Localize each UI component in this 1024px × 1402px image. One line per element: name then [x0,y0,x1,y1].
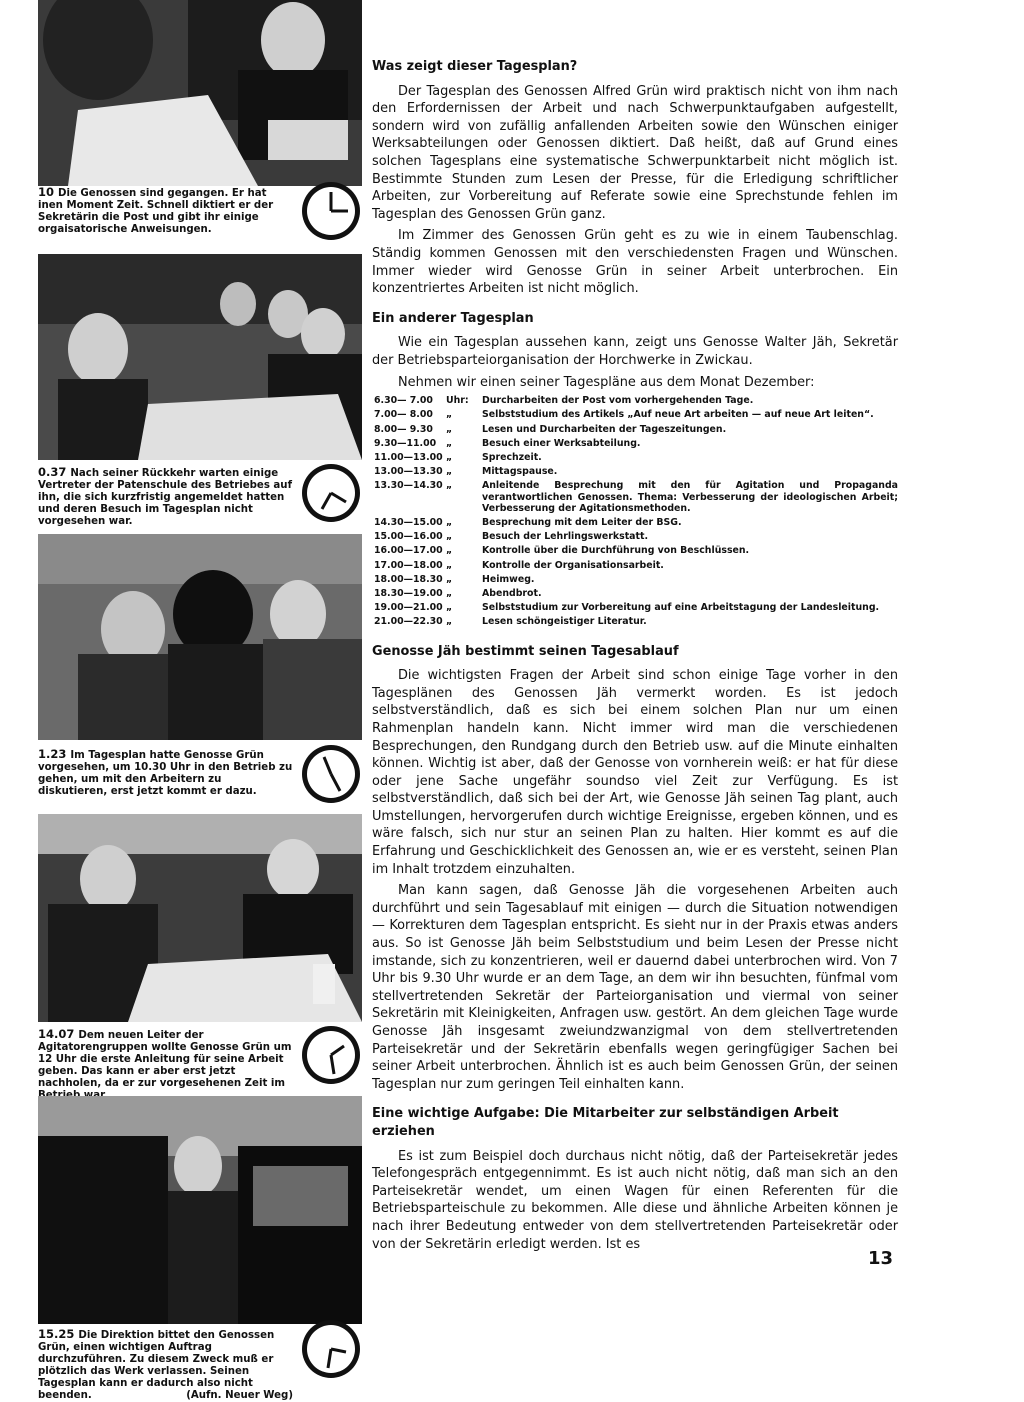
schedule-row [372,560,898,574]
schedule-unit: „ [446,480,453,492]
article-body [372,58,898,1265]
schedule-time: 14.30—15.00 [374,516,443,528]
section-jaeh-tagesablauf [372,643,898,1094]
paragraph: Es ist zum Beispiel doch durchaus nicht nötig, daß der Parteisekretär jedes Telefongespräch entgegennimmt. Es ist auch nicht nötig, daß man sich an den Parteisekretär wendet, um einen Wagen für einen Referenten für die Betriebsparteischule zu bekommen. Alle diese und ähnliche Arbeiten können je nach ihrer Bedeutung entweder von dem stellvertretenden Parteisekretär oder von der Sekretärin erledigt werden. Ist es [372,1148,898,1252]
schedule-unit: „ [446,423,453,435]
section-anderer-tagesplan [372,310,898,631]
schedule-unit: „ [446,602,453,614]
schedule-activity: Lesen schöngeistiger Literatur. [482,616,647,628]
schedule-activity: Besprechung mit dem Leiter der BSG. [482,516,682,528]
schedule-activity: Lesen und Durcharbeiten der Tageszeitungen. [482,423,727,435]
schedule-row [372,409,898,423]
section-heading: Ein anderer Tagesplan [372,310,534,326]
schedule-activity: Anleitende Besprechung mit den für Agitation und Propaganda verantwortlichen Genossen. Thema: Verbesserung der ideologischen Arbeit; Verbesserung der Agitationsmethoden. [482,480,898,514]
caption-2 [38,466,293,528]
paragraph: Im Zimmer des Genossen Grün geht es zu wie in einem Taubenschlag. Ständig kommen Genossen mit den verschiedensten Fragen und Wünschen. Immer wieder wird Genosse Grün in seiner Arbeit unterbrochen. Ein konzentriertes Arbeiten ist nicht möglich. [372,228,898,297]
schedule-unit: „ [446,451,453,463]
schedule-time: 13.30—14.30 [374,480,443,492]
clock-icon [300,1024,362,1086]
paragraph: Wie ein Tagesplan aussehen kann, zeigt uns Genosse Walter Jäh, Sekretär der Betriebsparteiorganisation der Horchwerke in Zwickau. [372,335,898,368]
schedule-time: 19.00—21.00 [374,602,443,614]
schedule-activity: Abendbrot. [482,587,542,599]
caption-text: Die Direktion bittet den Genossen Grün, einen wichtigen Auftrag durchzuführen. Zu diesem Zweck muß er plötzlich das Werk verlassen. Seinen Tagesplan kann er dadurch also nicht beenden. [38,1330,275,1401]
clock-icon [300,462,362,524]
caption-1 [38,186,293,236]
schedule-row [372,466,898,480]
caption-text: Im Tagesplan hatte Genosse Grün vorgesehen, um 10.30 Uhr in den Betrieb zu gehen, um mit den Arbeitern zu diskutieren, erst jetzt kommt er dazu. [38,750,293,797]
photo-agitator-meeting [38,814,362,1022]
schedule-activity: Sprechzeit. [482,451,542,463]
schedule-time: 11.00—13.00 [374,451,443,463]
schedule-time: 18.00—18.30 [374,573,443,585]
schedule-row [372,517,898,531]
schedule-row [372,424,898,438]
caption-time: 0.37 [38,465,67,479]
schedule-row [372,588,898,602]
schedule-time: 16.00—17.00 [374,545,443,557]
section-heading: Genosse Jäh bestimmt seinen Tagesablauf [372,643,679,659]
section-heading: Was zeigt dieser Tagesplan? [372,59,578,74]
schedule-row [372,616,898,630]
schedule-time: 13.00—13.30 [374,466,443,478]
schedule-row [372,602,898,616]
photo-workers-discussion [38,534,362,740]
section-was-zeigt [372,58,898,298]
schedule-activity: Besuch der Lehrlingswerkstatt. [482,531,649,543]
caption-time: 1.23 [38,747,67,761]
photo-leaving-by-car [38,1096,362,1324]
caption-time: 14.07 [38,1027,75,1041]
schedule-activity: Besuch einer Werksabteilung. [482,437,641,449]
caption-4 [38,1028,293,1102]
schedule-activity: Durcharbeiten der Post vom vorhergehenden Tage. [482,395,754,407]
schedule-table [372,395,898,630]
section-wichtige-aufgabe [372,1105,898,1253]
schedule-unit: „ [446,616,453,628]
schedule-unit: Uhr: [446,395,469,407]
caption-text: Dem neuen Leiter der Agitatorengruppen wollte Genosse Grün um 12 Uhr die erste Anleitung für seine Arbeit geben. Das kann er aber erst jetzt nachholen, da er zur vorgesehenen Zeit im [38,1030,292,1089]
schedule-unit: „ [446,587,453,599]
clock-icon [300,743,362,805]
caption-5 [38,1328,293,1402]
schedule-row [372,531,898,545]
schedule-time: 18.30—19.00 [374,587,443,599]
clock-icon [300,1318,362,1380]
clock-icon [300,180,362,242]
schedule-unit: „ [446,531,453,543]
schedule-activity: Kontrolle über die Durchführung von Beschlüssen. [482,545,750,557]
schedule-row [372,545,898,559]
caption-time: 15.25 [38,1327,75,1341]
schedule-time: 17.00—18.00 [374,559,443,571]
paragraph: Der Tagesplan des Genossen Alfred Grün wird praktisch nicht von ihm nach den Erfordernissen der Arbeit und nach Schwerpunktaufgaben aufgestellt, sondern wird von zufällig anfallenden Arbeiten sowie den Wünschen einiger Werksabteilungen oder Genossen diktiert. Daß heißt, daß auf Grund eines solchen Tagesplans eine systematische Schwerpunktarbeit nicht möglich ist. Bestimmte Stunden zum Lesen der Presse, für die Erledigung schriftlicher Arbeiten, zur Vorbereitung auf Referate sowie eine Sprechstunde fehlen im Tagesplan des Genossen Grün ganz. [372,83,898,222]
caption-time: 10 [38,185,55,199]
caption-text: Die Genossen sind gegangen. Er hat inen Moment Zeit. Schnell diktiert er der Sekretärin die Post und gibt ihr einige orgaisatorische Anweisungen. [38,188,274,235]
paragraph: Die wichtigsten Fragen der Arbeit sind schon einige Tage vorher in den Tagesplänen des Genossen Jäh vermerkt worden. Es ist jedoch selbstverständlich, daß es sich bei einem solchen Plan nur um einen Rahmenplan handeln kann. Nicht immer wird man die verschiedenen Besprechungen, den Rundgang durch den Betrieb usw. auf die Minute einhalten können. Wichtig ist aber, daß der Genosse von vornherein weiß: er hat für diese oder jene Sache ungefähr soundso viel Zeit zur Verfügung. Es ist selbstverständlich, daß sich bei der Art, wie Genosse Jäh seinen Tag plant, auch Umstellungen, hervorgerufen durch wichtige Ereignisse, ergeben können, und es wäre falsch, sich nur stur an seinen Plan zu halten. Hier kommt es auf die Erfahrung und Geschicklichkeit des Genossen an, wie er es versteht, seinen Plan im Inhalt trotzdem einzuhalten. [372,668,898,877]
schedule-activity: Heimweg. [482,573,535,585]
schedule-activity: Kontrolle der Organisationsarbeit. [482,559,664,571]
photo-dictating-post [38,0,362,186]
schedule-time: 6.30— 7.00 [374,395,433,407]
caption-3 [38,748,293,798]
schedule-unit: „ [446,409,453,421]
schedule-unit: „ [446,573,453,585]
paragraph: Nehmen wir einen seiner Tagespläne aus dem Monat Dezember: [398,374,815,390]
schedule-unit: „ [446,466,453,478]
photo-patenschule-visit [38,254,362,460]
schedule-time: 7.00— 8.00 [374,409,433,421]
schedule-activity: Selbststudium des Artikels „Auf neue Art arbeiten — auf neue Art leiten“. [482,409,874,421]
schedule-time: 8.00— 9.30 [374,423,433,435]
schedule-row [372,438,898,452]
schedule-row [372,395,898,409]
schedule-time: 21.00—22.30 [374,616,443,628]
schedule-row [372,452,898,466]
schedule-unit: „ [446,545,453,557]
schedule-row [372,480,898,517]
section-heading: Eine wichtige Aufgabe: Die Mitarbeiter zur selbständigen Arbeit erziehen [372,1106,839,1139]
photo-credit: (Aufn. Neuer Weg) [186,1390,293,1401]
photo-column [0,0,362,1401]
paragraph: Man kann sagen, daß Genosse Jäh die vorgesehenen Arbeiten auch durchführt und sein Tagesablauf mit einigen — durch die Situation notwendigen — Korrekturen dem Tagesplan entspricht. Es sieht nur in der Praxis etwas anders aus. So ist Genosse Jäh beim Selbststudium und beim Lesen der Presse nicht imstande, sich zu konzentrieren, weil er dauernd dabei unterbrochen wird. Von 7 Uhr bis 9.30 Uhr wurde er an dem Tage, an dem wir ihn besuchten, fünfmal vom stellvertretenden Sekretär der Parteiorganisation und viermal von seiner Sekretärin mit Kleinigkeiten, Anfragen usw. gestört. An dem gleichen Tage wurde Genosse Jäh insgesamt zweiundzwanzigmal von dem stellvertretenden Parteisekretär und der Sekretärin ebenfalls wegen geringfügiger Sachen bei seiner Arbeit unterbrochen. Ähnlich ist es auch beim Genossen Grün, der seinen Tagesplan nur zum geringen Teil einhalten kann. [372,883,898,1092]
schedule-unit: „ [446,437,453,449]
page-number: 13 [868,1248,894,1269]
schedule-time: 9.30—11.00 [374,437,437,449]
schedule-activity: Mittagspause. [482,466,558,478]
caption-text: Nach seiner Rückkehr warten einige Vertreter der Patenschule des Betriebes auf ihn, die sich kurzfristig angemeldet hatten und deren Besuch im Tagesplan nicht vorgesehen war. [38,468,292,527]
schedule-unit: „ [446,516,453,528]
schedule-time: 15.00—16.00 [374,531,443,543]
schedule-activity: Selbststudium zur Vorbereitung auf eine Arbeitstagung der Landesleitung. [482,602,880,614]
schedule-row [372,574,898,588]
schedule-unit: „ [446,559,453,571]
